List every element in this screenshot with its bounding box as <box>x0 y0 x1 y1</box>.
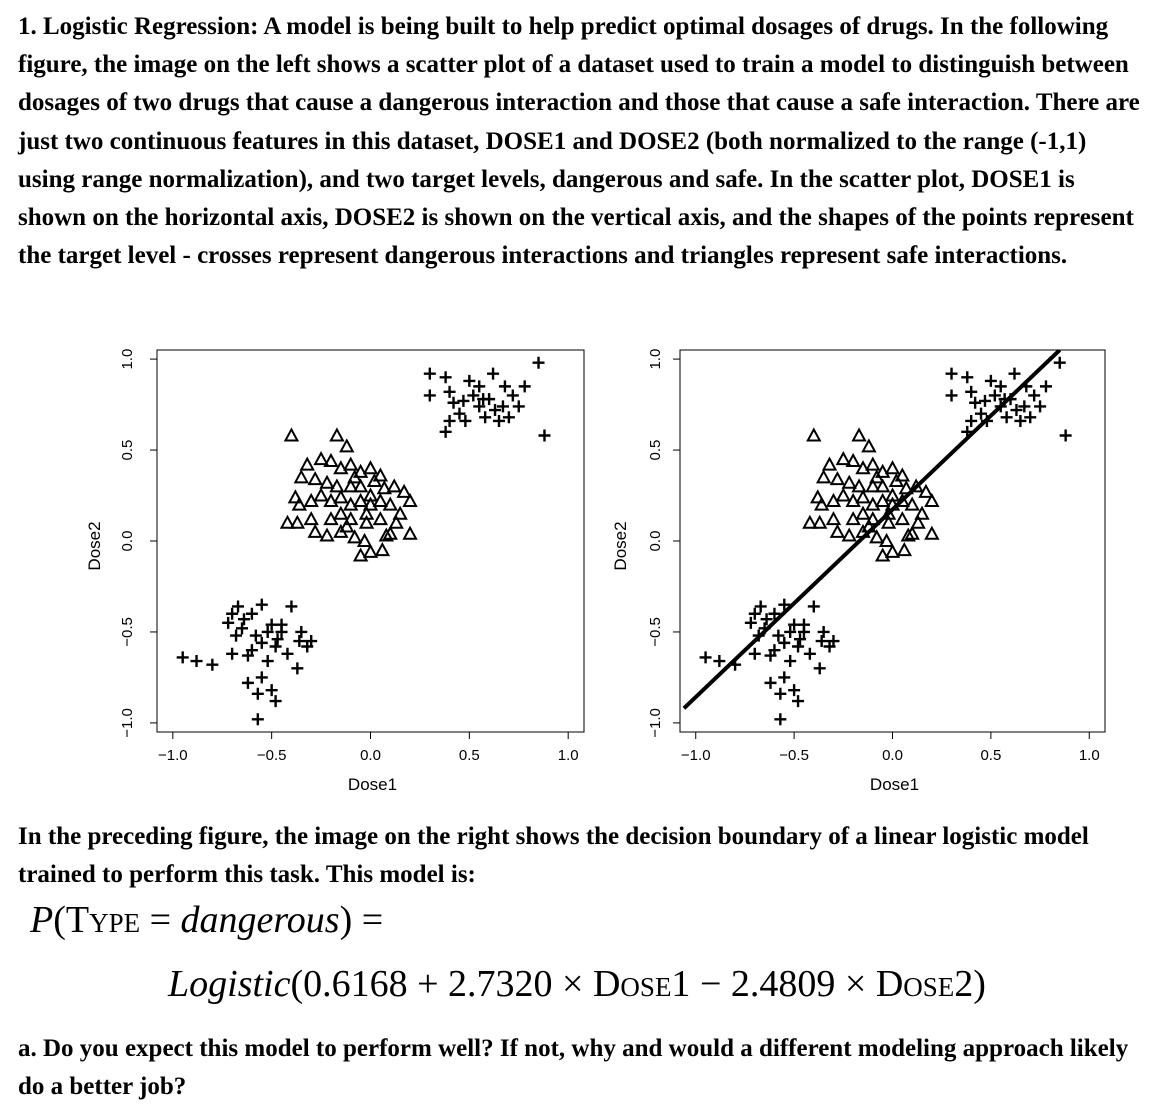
y-axis-label: Dose2 <box>85 521 104 571</box>
y-tick-label: 0.0 <box>118 530 136 552</box>
dangerous-cross-point <box>507 389 519 401</box>
dangerous-cross-point <box>206 659 218 671</box>
y-tick-label: 0.5 <box>646 439 664 461</box>
safe-triangle-point <box>871 531 883 542</box>
dangerous-cross-point <box>816 635 828 647</box>
dangerous-cross-point <box>236 622 248 634</box>
dangerous-cross-point <box>256 671 268 683</box>
safe-triangle-point <box>896 513 908 524</box>
dangerous-cross-point <box>774 713 786 725</box>
dangerous-cross-point <box>479 411 491 423</box>
eq-dangerous-word: dangerous <box>180 899 340 941</box>
safe-triangle-point <box>831 473 843 484</box>
dangerous-cross-point <box>457 395 469 407</box>
dangerous-cross-point <box>266 684 278 696</box>
safe-triangle-point <box>824 459 836 470</box>
dangerous-cross-point <box>281 648 293 660</box>
y-tick-label: 1.0 <box>118 348 136 370</box>
figure-panels <box>0 330 1154 800</box>
safe-triangle-point <box>837 490 849 501</box>
dangerous-cross-point <box>774 688 786 700</box>
question-a-text: a. Do you expect this model to perform well? If not, why and would a different modeling approach likely do a better job? <box>18 1035 1129 1100</box>
dangerous-cross-point <box>713 655 725 667</box>
problem-intro-text: 1. Logistic Regression: A model is being built to help predict optimal dosages of drugs. In the following figure, the image on the left shows a scatter plot of a dataset used to train a model to distinguish between dosages of two drugs that cause a dangerous interaction and those that cause a safe interaction. There are just two continuous features in this dataset, DOSE1 and DOSE2 (both normalized to the range (-1,1) using range normalization), and two target levels, dangerous and safe. In the scatter plot, DOSE1 is shown on the horizontal axis, DOSE2 is shown on the vertical axis, and the shapes of the points represent the target level - crosses represent dangerous interactions and triangles represent safe interactions. <box>18 13 1140 270</box>
eq-rhs-close: ) <box>973 963 986 1005</box>
safe-triangle-point <box>887 546 899 557</box>
x-tick-label: 0.5 <box>980 747 1002 764</box>
dangerous-cross-point <box>230 630 242 642</box>
safe-triangle-point <box>315 490 327 501</box>
dangerous-cross-point <box>1008 368 1020 380</box>
safe-triangle-point <box>349 531 361 542</box>
dangerous-cross-point <box>293 635 305 647</box>
safe-triangle-point <box>335 491 347 502</box>
eq-dose1-word: Dose1 <box>592 963 691 1005</box>
dangerous-cross-point <box>440 426 452 438</box>
dangerous-cross-point <box>252 713 264 725</box>
dangerous-cross-point <box>1040 380 1052 392</box>
dangerous-cross-point <box>792 641 804 653</box>
dangerous-cross-point <box>965 386 977 398</box>
eq-p-symbol: P <box>30 899 54 941</box>
x-tick-label: 0.0 <box>882 747 903 764</box>
dangerous-cross-point <box>276 619 288 631</box>
dangerous-cross-point <box>969 397 981 409</box>
x-tick-label: −0.5 <box>256 747 287 764</box>
dangerous-cross-point <box>291 662 303 674</box>
safe-triangle-point <box>293 499 305 510</box>
safe-triangle-point <box>853 429 865 440</box>
dangerous-cross-point <box>256 599 268 611</box>
safe-triangle-point <box>331 429 343 440</box>
marks-layer <box>177 357 551 726</box>
safe-triangle-point <box>926 528 938 539</box>
dangerous-cross-point <box>749 648 761 660</box>
eq-rhs-mid: − 2.4809 × <box>690 963 876 1005</box>
x-tick-label: 0.0 <box>360 747 381 764</box>
y-axis-label: Dose2 <box>611 521 630 571</box>
dangerous-cross-point <box>965 415 977 427</box>
dangerous-cross-point <box>519 380 531 392</box>
safe-triangle-point <box>857 491 869 502</box>
dangerous-cross-point <box>1028 389 1040 401</box>
dangerous-cross-point <box>995 380 1007 392</box>
dangerous-cross-point <box>818 626 830 638</box>
dangerous-cross-point <box>946 389 958 401</box>
safe-triangle-point <box>295 471 307 482</box>
safe-triangle-point <box>291 517 303 528</box>
y-tick-label: 0.0 <box>646 530 664 552</box>
safe-triangle-point <box>837 453 849 464</box>
dangerous-cross-point <box>979 395 991 407</box>
x-axis-label: Dose1 <box>869 775 920 794</box>
dangerous-cross-point <box>784 655 796 667</box>
dangerous-cross-point <box>191 655 203 667</box>
x-axis-label: Dose1 <box>347 775 398 794</box>
x-tick-label: −1.0 <box>680 747 711 764</box>
safe-triangle-point <box>827 513 839 524</box>
dangerous-cross-point <box>232 600 244 612</box>
safe-triangle-point <box>818 471 830 482</box>
eq-equals: = <box>140 899 181 941</box>
dangerous-cross-point <box>792 695 804 707</box>
safe-triangle-point <box>867 459 879 470</box>
eq-logistic-word: Logistic <box>168 963 291 1005</box>
scatter-plot-left <box>85 349 584 794</box>
safe-triangle-point <box>315 453 327 464</box>
scatter-plot-right-with-boundary <box>611 349 1105 794</box>
safe-triangle-point <box>345 459 357 470</box>
safe-triangle-point <box>341 440 353 451</box>
dangerous-cross-point <box>246 608 258 620</box>
safe-triangle-point <box>808 429 820 440</box>
y-tick-label: −1.0 <box>646 708 664 738</box>
safe-triangle-point <box>847 455 859 466</box>
decision-boundary-line <box>684 350 1060 708</box>
dangerous-cross-point <box>961 371 973 383</box>
safe-triangle-point <box>863 440 875 451</box>
dangerous-cross-point <box>765 677 777 689</box>
dangerous-cross-point <box>440 371 452 383</box>
dangerous-cross-point <box>778 671 790 683</box>
safe-triangle-point <box>325 455 337 466</box>
dangerous-cross-point <box>270 695 282 707</box>
dangerous-cross-point <box>238 613 250 625</box>
dangerous-cross-point <box>463 375 475 387</box>
marks-layer <box>684 350 1072 725</box>
safe-triangle-point <box>887 462 899 473</box>
safe-triangle-point <box>376 544 388 555</box>
dangerous-cross-point <box>295 626 307 638</box>
eq-lhs-end: ) = <box>339 899 384 941</box>
dangerous-cross-point <box>285 600 297 612</box>
safe-triangle-point <box>341 520 353 531</box>
dangerous-cross-point <box>473 380 485 392</box>
dangerous-cross-point <box>424 368 436 380</box>
dangerous-cross-point <box>985 375 997 387</box>
y-tick-label: −0.5 <box>118 617 136 647</box>
dangerous-cross-point <box>262 655 274 667</box>
safe-triangle-point <box>374 513 386 524</box>
dangerous-cross-point <box>772 630 784 642</box>
dangerous-cross-point <box>256 637 268 649</box>
dangerous-cross-point <box>1060 429 1072 441</box>
dangerous-cross-point <box>424 389 436 401</box>
dangerous-cross-point <box>459 415 471 427</box>
model-description-text: In the preceding figure, the image on the right shows the decision boundary of a linear logistic model trained to perform this task. This model is: <box>18 823 1089 888</box>
dangerous-cross-point <box>226 648 238 660</box>
safe-triangle-point <box>831 526 843 537</box>
y-tick-label: −0.5 <box>646 617 664 647</box>
y-tick-label: 0.5 <box>118 439 136 461</box>
safe-triangle-point <box>285 429 297 440</box>
eq-rhs-open: (0.6168 + 2.7320 × <box>290 963 593 1005</box>
dangerous-cross-point <box>252 688 264 700</box>
dangerous-cross-point <box>538 429 550 441</box>
dangerous-cross-point <box>499 380 511 392</box>
safe-triangle-point <box>365 462 377 473</box>
dangerous-cross-point <box>804 648 816 660</box>
dangerous-cross-point <box>448 397 460 409</box>
safe-triangle-point <box>404 528 416 539</box>
safe-triangle-point <box>814 517 826 528</box>
dangerous-cross-point <box>778 637 790 649</box>
dangerous-cross-point <box>975 408 987 420</box>
dangerous-cross-point <box>1001 411 1013 423</box>
dangerous-cross-point <box>1054 357 1066 369</box>
eq-type-word: Type <box>65 899 141 941</box>
dangerous-cross-point <box>250 630 262 642</box>
dangerous-cross-point <box>487 368 499 380</box>
safe-triangle-point <box>309 526 321 537</box>
dangerous-cross-point <box>242 677 254 689</box>
safe-triangle-point <box>843 477 855 488</box>
dangerous-cross-point <box>444 415 456 427</box>
safe-triangle-point <box>301 459 313 470</box>
dangerous-cross-point <box>444 386 456 398</box>
safe-triangle-point <box>305 513 317 524</box>
dangerous-cross-point <box>946 368 958 380</box>
safe-triangle-point <box>321 530 333 541</box>
x-tick-label: 1.0 <box>557 747 579 764</box>
dangerous-cross-point <box>1034 400 1046 412</box>
safe-triangle-point <box>388 480 400 491</box>
x-tick-label: −0.5 <box>779 747 809 764</box>
dangerous-cross-point <box>755 600 767 612</box>
safe-triangle-point <box>321 477 333 488</box>
x-tick-label: 0.5 <box>458 747 480 764</box>
y-tick-label: 1.0 <box>646 348 664 370</box>
dangerous-cross-point <box>798 619 810 631</box>
safe-triangle-point <box>898 544 910 555</box>
dangerous-cross-point <box>814 662 826 674</box>
dangerous-cross-point <box>808 600 820 612</box>
safe-triangle-point <box>816 499 828 510</box>
equation-line-rhs <box>168 962 986 1006</box>
dangerous-cross-point <box>270 641 282 653</box>
dangerous-cross-point <box>453 408 465 420</box>
dangerous-cross-point <box>533 357 545 369</box>
safe-triangle-point <box>309 473 321 484</box>
equation-line-lhs: P(Type = dangerous) = <box>30 899 384 941</box>
x-tick-label: −1.0 <box>158 747 188 764</box>
eq-dose2-word: Dose2 <box>875 963 974 1005</box>
x-tick-label: 1.0 <box>1078 747 1100 764</box>
dangerous-cross-point <box>177 651 189 663</box>
dangerous-cross-point <box>788 684 800 696</box>
y-tick-label: −1.0 <box>118 708 136 738</box>
safe-triangle-point <box>365 546 377 557</box>
dangerous-cross-point <box>513 400 525 412</box>
dangerous-cross-point <box>700 651 712 663</box>
safe-triangle-point <box>843 530 855 541</box>
